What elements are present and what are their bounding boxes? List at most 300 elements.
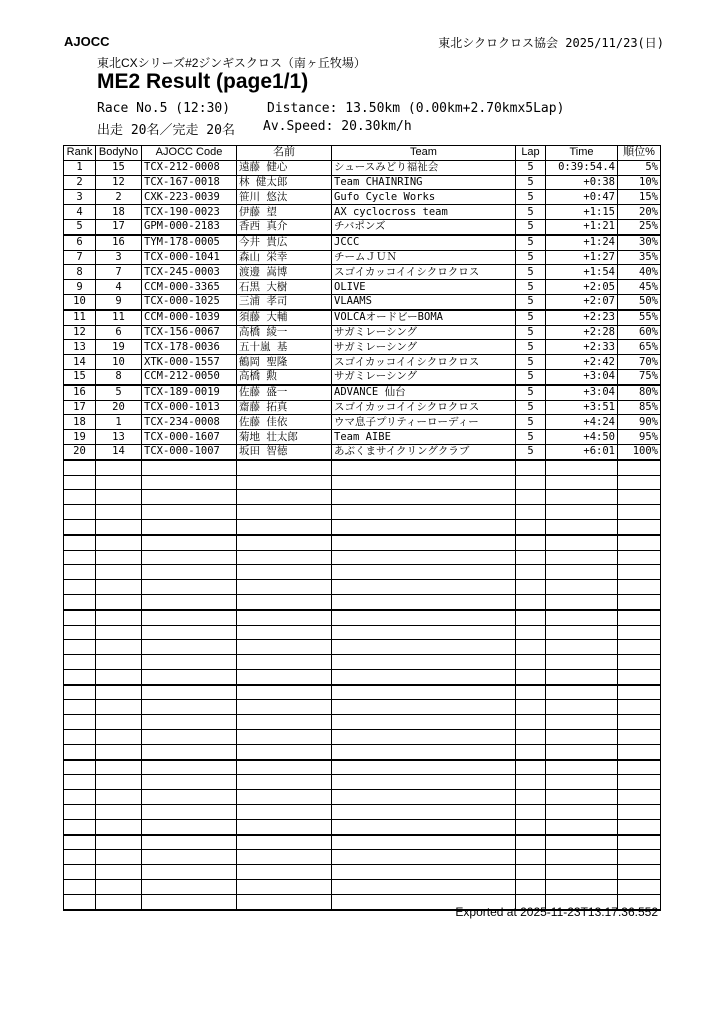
lap-cell: 5 bbox=[516, 205, 546, 220]
name-cell: 坂田 智徳 bbox=[237, 444, 332, 459]
empty-cell bbox=[618, 550, 661, 565]
name-cell: 五十嵐 基 bbox=[237, 340, 332, 355]
empty-cell bbox=[546, 700, 618, 715]
table-row bbox=[64, 355, 661, 370]
empty-cell bbox=[237, 894, 332, 909]
code-cell: TCX-000-1607 bbox=[142, 430, 237, 445]
empty-cell bbox=[64, 730, 96, 745]
empty-cell bbox=[546, 730, 618, 745]
association-name: 東北シクロクロス協会 bbox=[438, 36, 559, 50]
empty-cell bbox=[142, 730, 237, 745]
empty-cell bbox=[332, 790, 516, 805]
bodyno-cell: 7 bbox=[96, 265, 142, 280]
empty-cell bbox=[237, 505, 332, 520]
empty-cell bbox=[516, 715, 546, 730]
empty-cell bbox=[237, 640, 332, 655]
bodyno-cell: 16 bbox=[96, 235, 142, 250]
empty-cell bbox=[142, 475, 237, 490]
empty-cell bbox=[64, 700, 96, 715]
rank-cell: 7 bbox=[64, 250, 96, 265]
empty-cell bbox=[142, 850, 237, 865]
empty-cell bbox=[142, 519, 237, 534]
empty-cell bbox=[516, 730, 546, 745]
lap-cell: 5 bbox=[516, 369, 546, 384]
lap-cell: 5 bbox=[516, 219, 546, 234]
empty-cell bbox=[546, 655, 618, 670]
empty-cell bbox=[516, 550, 546, 565]
lap-cell: 5 bbox=[516, 340, 546, 355]
lap-cell: 5 bbox=[516, 415, 546, 430]
team-cell: VOLCAオードビーBOMA bbox=[332, 310, 516, 325]
bodyno-cell: 1 bbox=[96, 415, 142, 430]
rank-cell: 3 bbox=[64, 190, 96, 205]
empty-cell bbox=[516, 519, 546, 534]
empty-cell bbox=[332, 835, 516, 850]
org-name: AJOCC bbox=[64, 34, 110, 49]
empty-cell bbox=[96, 565, 142, 580]
empty-cell bbox=[618, 865, 661, 880]
empty-cell bbox=[618, 505, 661, 520]
empty-cell bbox=[64, 669, 96, 684]
empty-cell bbox=[96, 475, 142, 490]
empty-cell bbox=[516, 700, 546, 715]
empty-row bbox=[64, 550, 661, 565]
code-cell: TCX-000-1041 bbox=[142, 250, 237, 265]
team-cell: VLAAMS bbox=[332, 294, 516, 309]
bodyno-cell: 3 bbox=[96, 250, 142, 265]
empty-cell bbox=[237, 669, 332, 684]
table-row bbox=[64, 430, 661, 445]
lap-cell: 5 bbox=[516, 400, 546, 415]
empty-cell bbox=[96, 730, 142, 745]
empty-cell bbox=[618, 535, 661, 550]
association-date bbox=[438, 34, 664, 51]
empty-cell bbox=[618, 519, 661, 534]
empty-cell bbox=[618, 744, 661, 759]
bodyno-cell: 8 bbox=[96, 369, 142, 384]
empty-cell bbox=[618, 790, 661, 805]
empty-cell bbox=[516, 565, 546, 580]
rank-cell: 20 bbox=[64, 444, 96, 459]
empty-cell bbox=[142, 790, 237, 805]
empty-cell bbox=[142, 835, 237, 850]
bodyno-cell: 14 bbox=[96, 444, 142, 459]
percent-cell: 40% bbox=[618, 265, 661, 280]
empty-cell bbox=[546, 475, 618, 490]
rank-cell: 9 bbox=[64, 280, 96, 295]
empty-cell bbox=[618, 835, 661, 850]
percent-cell: 35% bbox=[618, 250, 661, 265]
empty-row bbox=[64, 775, 661, 790]
table-row bbox=[64, 205, 661, 220]
empty-cell bbox=[618, 715, 661, 730]
table-row bbox=[64, 175, 661, 190]
empty-cell bbox=[332, 865, 516, 880]
empty-cell bbox=[546, 490, 618, 505]
empty-cell bbox=[237, 565, 332, 580]
empty-cell bbox=[96, 610, 142, 625]
empty-cell bbox=[64, 865, 96, 880]
empty-cell bbox=[546, 835, 618, 850]
code-cell: TCX-000-1013 bbox=[142, 400, 237, 415]
empty-cell bbox=[332, 880, 516, 895]
code-cell: CCM-212-0050 bbox=[142, 369, 237, 384]
time-cell: +3:04 bbox=[546, 385, 618, 400]
team-cell: チームＪＵＮ bbox=[332, 250, 516, 265]
empty-cell bbox=[332, 490, 516, 505]
empty-row bbox=[64, 819, 661, 834]
empty-cell bbox=[237, 865, 332, 880]
table-row bbox=[64, 160, 661, 175]
empty-cell bbox=[142, 760, 237, 775]
empty-cell bbox=[618, 460, 661, 475]
lap-cell: 5 bbox=[516, 160, 546, 175]
rank-cell: 13 bbox=[64, 340, 96, 355]
percent-cell: 30% bbox=[618, 235, 661, 250]
empty-cell bbox=[142, 819, 237, 834]
table-row bbox=[64, 340, 661, 355]
name-cell: 高橋 勲 bbox=[237, 369, 332, 384]
name-cell: 佐藤 盛一 bbox=[237, 385, 332, 400]
empty-cell bbox=[332, 625, 516, 640]
empty-cell bbox=[618, 805, 661, 820]
empty-cell bbox=[237, 519, 332, 534]
bodyno-cell: 2 bbox=[96, 190, 142, 205]
export-timestamp: Exported at 2025-11-23T13:17:36.552 bbox=[455, 905, 658, 919]
empty-cell bbox=[96, 790, 142, 805]
empty-cell bbox=[64, 819, 96, 834]
empty-cell bbox=[64, 640, 96, 655]
empty-cell bbox=[142, 715, 237, 730]
table-row bbox=[64, 190, 661, 205]
empty-cell bbox=[546, 819, 618, 834]
empty-cell bbox=[546, 760, 618, 775]
empty-cell bbox=[546, 550, 618, 565]
empty-row bbox=[64, 640, 661, 655]
empty-cell bbox=[546, 565, 618, 580]
empty-cell bbox=[332, 805, 516, 820]
percent-cell: 15% bbox=[618, 190, 661, 205]
empty-row bbox=[64, 760, 661, 775]
code-cell: CXK-223-0039 bbox=[142, 190, 237, 205]
empty-cell bbox=[516, 835, 546, 850]
empty-cell bbox=[516, 655, 546, 670]
empty-cell bbox=[237, 715, 332, 730]
empty-cell bbox=[64, 880, 96, 895]
empty-cell bbox=[142, 744, 237, 759]
col-lap-header: Lap bbox=[516, 146, 546, 161]
empty-cell bbox=[237, 790, 332, 805]
percent-cell: 5% bbox=[618, 160, 661, 175]
empty-cell bbox=[332, 669, 516, 684]
empty-cell bbox=[142, 594, 237, 609]
empty-cell bbox=[516, 580, 546, 595]
empty-cell bbox=[96, 580, 142, 595]
code-cell: TCX-000-1007 bbox=[142, 444, 237, 459]
empty-cell bbox=[142, 565, 237, 580]
empty-cell bbox=[64, 460, 96, 475]
bodyno-cell: 13 bbox=[96, 430, 142, 445]
lap-cell: 5 bbox=[516, 430, 546, 445]
empty-cell bbox=[546, 519, 618, 534]
empty-cell bbox=[96, 685, 142, 700]
table-row bbox=[64, 385, 661, 400]
col-code-header: AJOCC Code bbox=[142, 146, 237, 161]
team-cell: チバポンズ bbox=[332, 219, 516, 234]
percent-cell: 80% bbox=[618, 385, 661, 400]
empty-cell bbox=[142, 610, 237, 625]
empty-cell bbox=[332, 730, 516, 745]
empty-cell bbox=[516, 535, 546, 550]
name-cell: 今井 貴広 bbox=[237, 235, 332, 250]
empty-cell bbox=[64, 505, 96, 520]
empty-cell bbox=[64, 835, 96, 850]
code-cell: GPM-000-2183 bbox=[142, 219, 237, 234]
code-cell: TCX-212-0008 bbox=[142, 160, 237, 175]
empty-cell bbox=[546, 775, 618, 790]
table-row bbox=[64, 325, 661, 340]
rank-cell: 1 bbox=[64, 160, 96, 175]
time-cell: +4:50 bbox=[546, 430, 618, 445]
empty-cell bbox=[64, 535, 96, 550]
percent-cell: 100% bbox=[618, 444, 661, 459]
empty-cell bbox=[332, 850, 516, 865]
percent-cell: 90% bbox=[618, 415, 661, 430]
name-cell: 伊藤 望 bbox=[237, 205, 332, 220]
empty-cell bbox=[237, 655, 332, 670]
code-cell: CCM-000-1039 bbox=[142, 310, 237, 325]
time-cell: +1:21 bbox=[546, 219, 618, 234]
code-cell: TCX-156-0067 bbox=[142, 325, 237, 340]
empty-cell bbox=[546, 685, 618, 700]
series-name: 東北CXシリーズ#2ジンギスクロス（南ヶ丘牧場） bbox=[97, 56, 366, 70]
empty-cell bbox=[332, 610, 516, 625]
empty-cell bbox=[142, 880, 237, 895]
empty-cell bbox=[332, 819, 516, 834]
empty-cell bbox=[618, 730, 661, 745]
empty-cell bbox=[546, 535, 618, 550]
empty-cell bbox=[237, 550, 332, 565]
bodyno-cell: 20 bbox=[96, 400, 142, 415]
empty-cell bbox=[96, 655, 142, 670]
empty-cell bbox=[332, 760, 516, 775]
name-cell: 高橋 綾一 bbox=[237, 325, 332, 340]
empty-cell bbox=[516, 490, 546, 505]
team-cell: Team CHAINRING bbox=[332, 175, 516, 190]
empty-cell bbox=[96, 805, 142, 820]
empty-cell bbox=[332, 580, 516, 595]
empty-cell bbox=[237, 819, 332, 834]
team-cell: スゴイカッコイイシクロクロス bbox=[332, 265, 516, 280]
col-name-header: 名前 bbox=[237, 146, 332, 161]
lap-cell: 5 bbox=[516, 310, 546, 325]
time-cell: +2:07 bbox=[546, 294, 618, 309]
empty-row bbox=[64, 730, 661, 745]
empty-cell bbox=[142, 894, 237, 909]
empty-cell bbox=[237, 610, 332, 625]
empty-row bbox=[64, 850, 661, 865]
empty-row bbox=[64, 669, 661, 684]
code-cell: TCX-178-0036 bbox=[142, 340, 237, 355]
lap-cell: 5 bbox=[516, 190, 546, 205]
code-cell: TCX-167-0018 bbox=[142, 175, 237, 190]
empty-cell bbox=[237, 594, 332, 609]
empty-cell bbox=[618, 655, 661, 670]
empty-cell bbox=[546, 715, 618, 730]
empty-cell bbox=[237, 535, 332, 550]
empty-cell bbox=[64, 550, 96, 565]
bodyno-cell: 15 bbox=[96, 160, 142, 175]
time-cell: +4:24 bbox=[546, 415, 618, 430]
empty-cell bbox=[96, 700, 142, 715]
table-row bbox=[64, 369, 661, 384]
empty-cell bbox=[516, 625, 546, 640]
percent-cell: 55% bbox=[618, 310, 661, 325]
time-cell: +1:54 bbox=[546, 265, 618, 280]
team-cell: ADVANCE 仙台 bbox=[332, 385, 516, 400]
col-percent-header: 順位% bbox=[618, 146, 661, 161]
empty-cell bbox=[546, 625, 618, 640]
team-cell: Gufo Cycle Works bbox=[332, 190, 516, 205]
empty-cell bbox=[64, 565, 96, 580]
bodyno-cell: 9 bbox=[96, 294, 142, 309]
empty-cell bbox=[516, 610, 546, 625]
team-cell: スゴイカッコイイシクロクロス bbox=[332, 400, 516, 415]
percent-cell: 20% bbox=[618, 205, 661, 220]
table-row bbox=[64, 294, 661, 309]
empty-cell bbox=[618, 775, 661, 790]
rank-cell: 4 bbox=[64, 205, 96, 220]
empty-cell bbox=[332, 775, 516, 790]
empty-cell bbox=[516, 640, 546, 655]
time-cell: +1:27 bbox=[546, 250, 618, 265]
name-cell: 笹川 悠汰 bbox=[237, 190, 332, 205]
lap-cell: 5 bbox=[516, 444, 546, 459]
empty-cell bbox=[516, 475, 546, 490]
empty-cell bbox=[64, 805, 96, 820]
empty-cell bbox=[96, 625, 142, 640]
time-cell: +6:01 bbox=[546, 444, 618, 459]
empty-cell bbox=[64, 715, 96, 730]
percent-cell: 25% bbox=[618, 219, 661, 234]
name-cell: 佐藤 佳依 bbox=[237, 415, 332, 430]
empty-row bbox=[64, 625, 661, 640]
col-team-header: Team bbox=[332, 146, 516, 161]
code-cell: TCX-189-0019 bbox=[142, 385, 237, 400]
empty-cell bbox=[96, 760, 142, 775]
name-cell: 石黒 大樹 bbox=[237, 280, 332, 295]
empty-cell bbox=[64, 610, 96, 625]
percent-cell: 60% bbox=[618, 325, 661, 340]
empty-cell bbox=[142, 685, 237, 700]
team-cell: サガミレーシング bbox=[332, 340, 516, 355]
lap-cell: 5 bbox=[516, 294, 546, 309]
time-cell: +3:04 bbox=[546, 369, 618, 384]
empty-cell bbox=[64, 850, 96, 865]
empty-cell bbox=[618, 610, 661, 625]
empty-cell bbox=[546, 744, 618, 759]
empty-cell bbox=[237, 580, 332, 595]
empty-row bbox=[64, 490, 661, 505]
lap-cell: 5 bbox=[516, 355, 546, 370]
bodyno-cell: 10 bbox=[96, 355, 142, 370]
empty-cell bbox=[516, 669, 546, 684]
rank-cell: 6 bbox=[64, 235, 96, 250]
empty-row bbox=[64, 610, 661, 625]
table-row bbox=[64, 400, 661, 415]
rank-cell: 15 bbox=[64, 369, 96, 384]
time-cell: +0:47 bbox=[546, 190, 618, 205]
table-row bbox=[64, 235, 661, 250]
name-cell: 鶴岡 聖隆 bbox=[237, 355, 332, 370]
empty-row bbox=[64, 685, 661, 700]
rank-cell: 19 bbox=[64, 430, 96, 445]
empty-cell bbox=[96, 819, 142, 834]
empty-cell bbox=[618, 565, 661, 580]
team-cell: サガミレーシング bbox=[332, 369, 516, 384]
empty-cell bbox=[96, 894, 142, 909]
empty-cell bbox=[618, 760, 661, 775]
percent-cell: 70% bbox=[618, 355, 661, 370]
empty-cell bbox=[64, 685, 96, 700]
rank-cell: 17 bbox=[64, 400, 96, 415]
lap-cell: 5 bbox=[516, 265, 546, 280]
empty-cell bbox=[237, 760, 332, 775]
team-cell: シュースみどり福祉会 bbox=[332, 160, 516, 175]
time-cell: +2:28 bbox=[546, 325, 618, 340]
col-rank-header: Rank bbox=[64, 146, 96, 161]
code-cell: XTK-000-1557 bbox=[142, 355, 237, 370]
empty-cell bbox=[237, 744, 332, 759]
empty-cell bbox=[618, 700, 661, 715]
team-cell: Team AIBE bbox=[332, 430, 516, 445]
table-row bbox=[64, 265, 661, 280]
code-cell: TCX-190-0023 bbox=[142, 205, 237, 220]
lap-cell: 5 bbox=[516, 235, 546, 250]
bodyno-cell: 17 bbox=[96, 219, 142, 234]
bodyno-cell: 12 bbox=[96, 175, 142, 190]
empty-cell bbox=[96, 850, 142, 865]
empty-cell bbox=[332, 685, 516, 700]
team-cell: AX cyclocross team bbox=[332, 205, 516, 220]
time-cell: +2:42 bbox=[546, 355, 618, 370]
empty-cell bbox=[546, 505, 618, 520]
empty-cell bbox=[332, 475, 516, 490]
code-cell: TCX-234-0008 bbox=[142, 415, 237, 430]
empty-cell bbox=[546, 850, 618, 865]
empty-cell bbox=[618, 475, 661, 490]
empty-row bbox=[64, 715, 661, 730]
lap-cell: 5 bbox=[516, 385, 546, 400]
race-distance: Distance: 13.50km (0.00km+2.70kmx5Lap) bbox=[267, 101, 565, 116]
empty-cell bbox=[546, 805, 618, 820]
bodyno-cell: 5 bbox=[96, 385, 142, 400]
empty-cell bbox=[237, 880, 332, 895]
empty-cell bbox=[64, 594, 96, 609]
team-cell: あぶくまサイクリングクラブ bbox=[332, 444, 516, 459]
empty-cell bbox=[237, 805, 332, 820]
empty-cell bbox=[96, 519, 142, 534]
percent-cell: 75% bbox=[618, 369, 661, 384]
table-row bbox=[64, 415, 661, 430]
empty-cell bbox=[618, 490, 661, 505]
empty-cell bbox=[516, 805, 546, 820]
empty-cell bbox=[96, 490, 142, 505]
empty-cell bbox=[237, 490, 332, 505]
starters-finishers: 出走 20名／完走 20名 bbox=[97, 123, 235, 138]
name-cell: 森山 栄幸 bbox=[237, 250, 332, 265]
empty-cell bbox=[332, 505, 516, 520]
